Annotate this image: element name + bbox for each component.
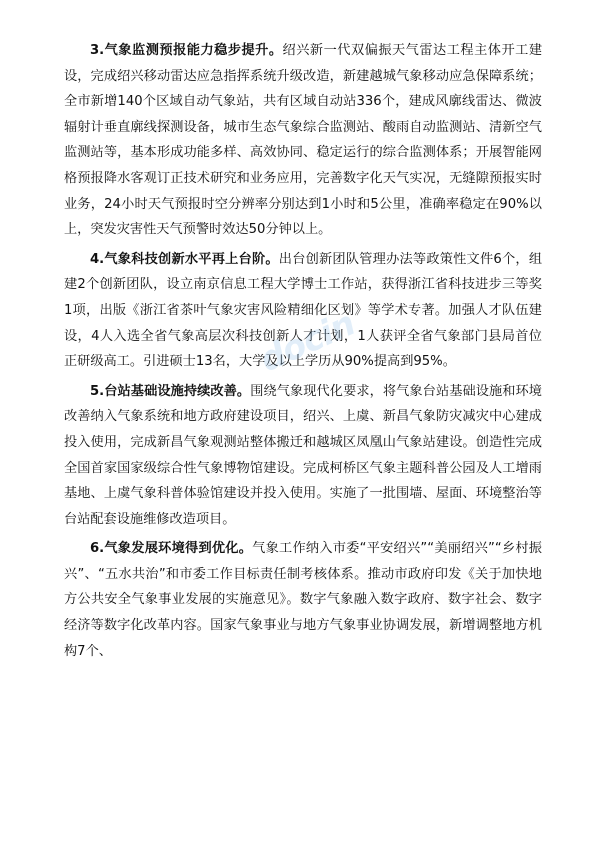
paragraph-text: 出台创新团队管理办法等政策性文件6个，组建2个创新团队，设立南京信息工程大学博士工作站，获得浙江省科技进步三等奖1项，出版《浙江省茶叶气象灾害风险精细化区划》等学术专著。加强人才队伍建设，4人入选全省气象高层次科技创新人才计划，1人获评全省气象部门县局首位正研级高工。引进硕士13名，大学及以上学历从90%提高到95%。 <box>64 251 543 370</box>
watermark: docin <box>254 303 361 381</box>
paragraph-text: 气象工作纳入市委“平安绍兴”“美丽绍兴”“乡村振兴”、“五水共治”和市委工作目标责任制考核体系。推动市政府印发《关于加快地方公共安全气象事业发展的实施意见》。数字气象融入数字政府、数字社会、数字经济等数字化改革内容。国家气象事业与地方气象事业协调发展，新增调整地方机构7个、 <box>64 541 542 659</box>
paragraph-text: 围绕气象现代化要求，将气象台站基础设施和环境改善纳入气象系统和地方政府建设项目，绍兴、上虞、新昌气象防灾减灾中心建成投入使用，完成新昌气象观测站整体搬迁和越城区凤凰山气象站建设。创造性完成全国首家国家级综合性气象博物馆建设。完成柯桥区气象主题科普公园及人工增雨基地、上虞气象科普体验馆建设并投入使用。实施了一批围墙、屋面、环境整治等台站配套设施维修改造项目。 <box>64 383 542 527</box>
paragraph-3 <box>64 38 542 243</box>
paragraph-heading: 6.气象发展环境得到优化。 <box>90 541 253 557</box>
paragraph-5 <box>64 379 542 533</box>
paragraph-heading: 4.气象科技创新水平再上台阶。 <box>90 251 279 267</box>
paragraph-heading: 3.气象监测预报能力稳步提升。 <box>90 43 283 58</box>
paragraph-text: 绍兴新一代双偏振天气雷达工程主体开工建设，完成绍兴移动雷达应急指挥系统升级改造，新建越城气象移动应急保障系统；全市新增140个区域自动气象站，共有区域自动站336个，建成风廓线雷达、微波辐射计垂直廓线探测设备，城市生态气象综合监测站、酸雨自动监测站、清新空气监测站等，基本形成功能多样、高效协同、稳定运行的综合监测体系；开展智能网格预报降水客观订正技术研究和业务应用，完善数字化天气实况，无缝隙预报实时业务，24小时天气预报时空分辨率分别达到1小时和5公里，准确率稳定在90%以上，突发灾害性天气预警时效达50分钟以上。 <box>64 43 543 238</box>
paragraph-6 <box>64 536 542 664</box>
paragraph-heading: 5.台站基础设施持续改善。 <box>90 383 251 399</box>
